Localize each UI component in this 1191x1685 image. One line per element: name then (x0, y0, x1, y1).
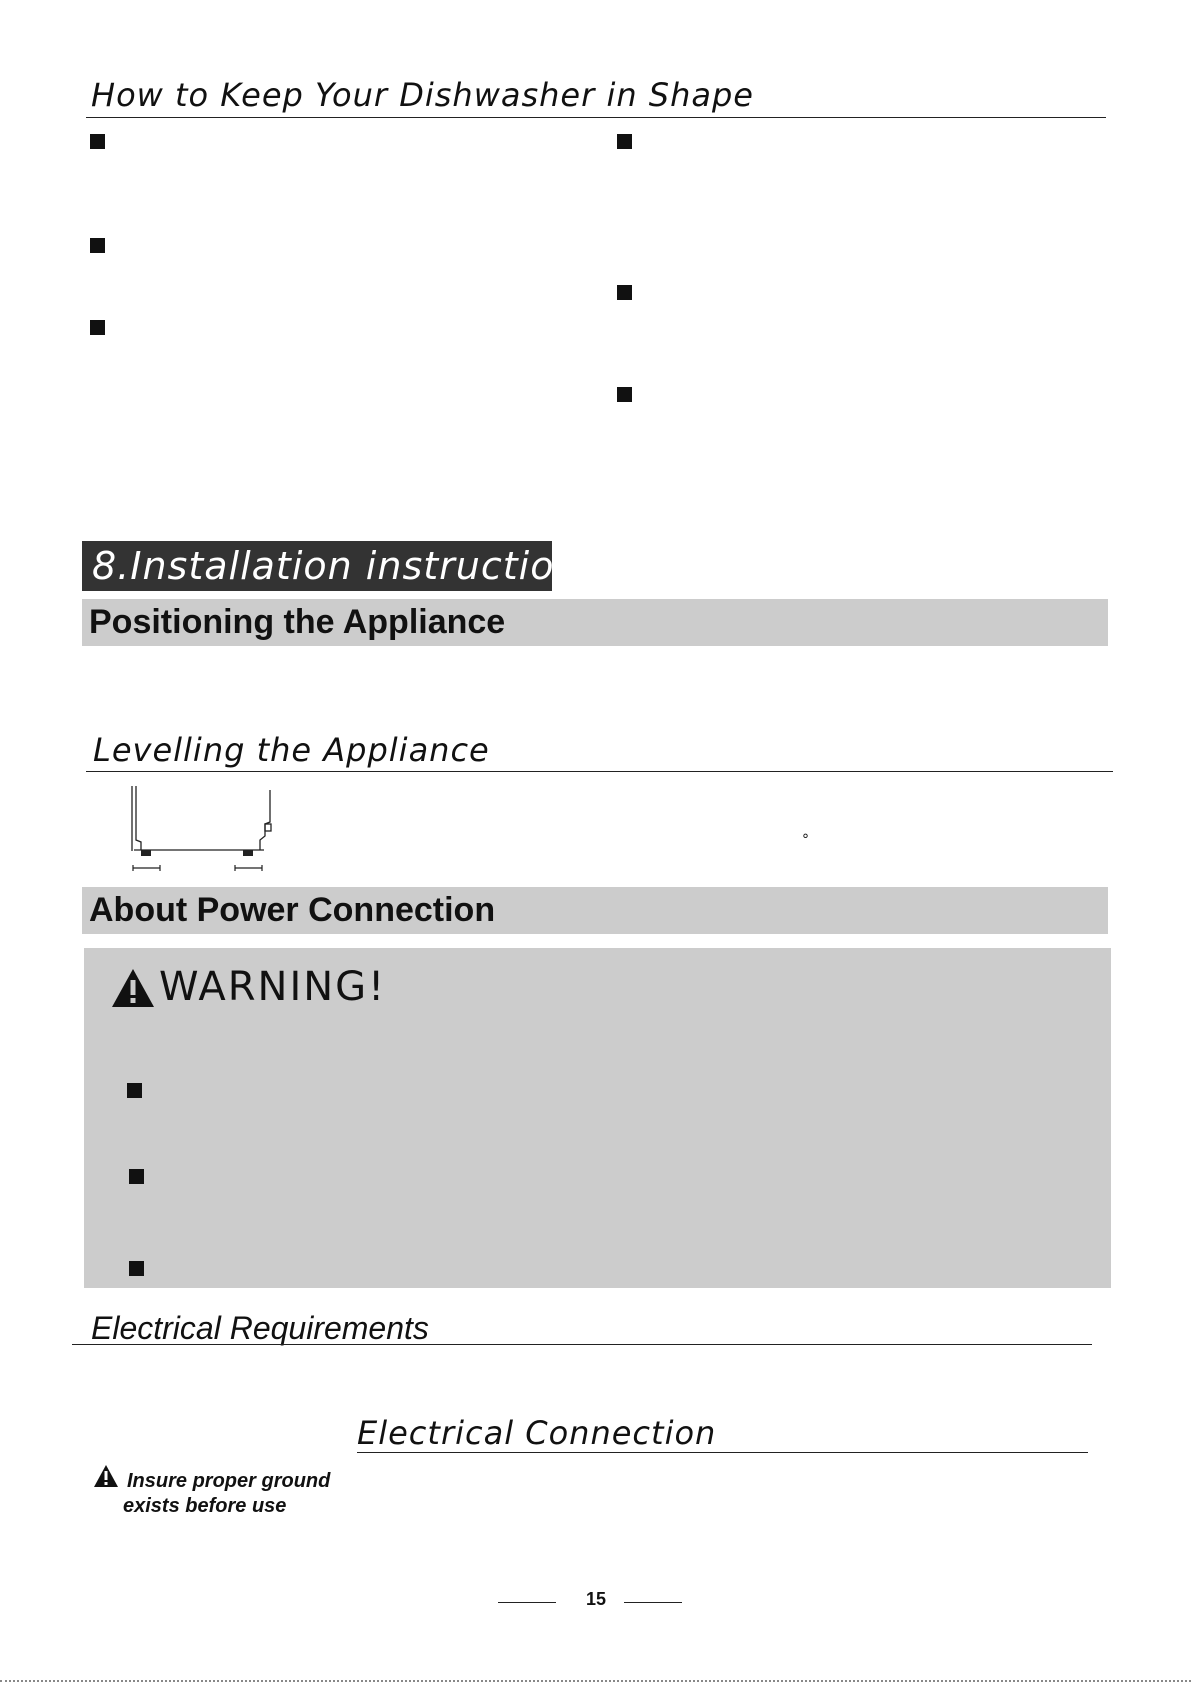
section-title-levelling: Levelling the Appliance (93, 731, 490, 769)
bullet-square-icon (90, 238, 105, 253)
page-number: 15 (586, 1589, 607, 1609)
bullet-square-icon (127, 1083, 142, 1098)
chapter-title: 8.Installation instruction (82, 541, 552, 591)
divider (357, 1452, 1088, 1453)
section-title-keep-shape: How to Keep Your Dishwasher in Shape (91, 76, 754, 114)
bullet-square-icon (617, 387, 632, 402)
dishwasher-levelling-diagram (124, 784, 274, 876)
bullet-square-icon (617, 285, 632, 300)
bullet-square-icon (129, 1169, 144, 1184)
section-title-positioning: Positioning the Appliance (82, 599, 1108, 646)
ground-note-line1: Insure proper ground (127, 1470, 331, 1492)
divider (72, 1344, 1092, 1345)
degree-mark: ° (802, 832, 809, 848)
bullet-square-icon (129, 1261, 144, 1276)
warning-triangle-icon (93, 1464, 119, 1488)
footer-rule-left (498, 1602, 556, 1603)
warning-triangle-icon (111, 968, 155, 1008)
ground-note-line2: exists before use (123, 1495, 287, 1517)
bullet-square-icon (90, 134, 105, 149)
footer-rule-right (624, 1602, 682, 1603)
divider (86, 771, 1113, 772)
divider (86, 117, 1106, 118)
warning-panel (84, 948, 1111, 1288)
warning-title: WARNING! (159, 964, 387, 1010)
page-bottom-edge (0, 1680, 1191, 1682)
bullet-square-icon (617, 134, 632, 149)
section-title-electrical-requirements: Electrical Requirements (91, 1310, 429, 1346)
section-title-electrical-connection: Electrical Connection (357, 1414, 717, 1452)
section-title-power-connection: About Power Connection (82, 887, 1108, 934)
bullet-square-icon (90, 320, 105, 335)
